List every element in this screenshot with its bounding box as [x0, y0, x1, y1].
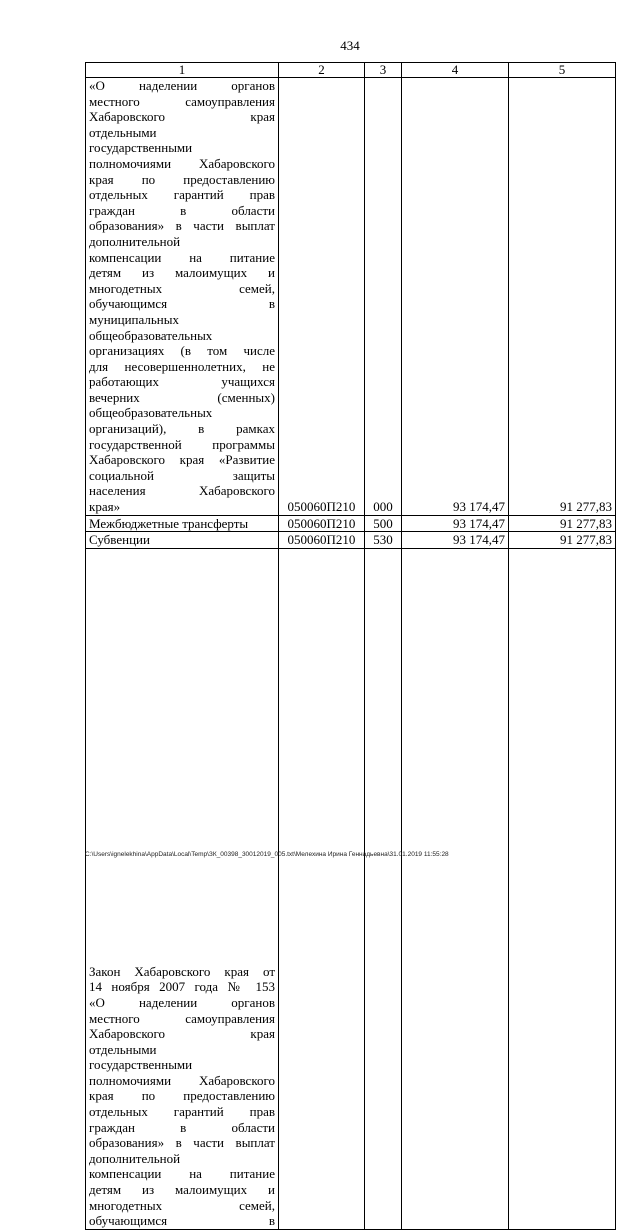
description-line: полномочиями Хабаровского	[89, 155, 275, 171]
description-line: компенсации на питание	[89, 1166, 275, 1182]
description-line: «О наделении органов	[89, 994, 275, 1010]
description-line: местного самоуправления	[89, 1010, 275, 1026]
description-line: обучающимся в	[89, 296, 275, 312]
page-number: 434	[340, 38, 360, 53]
column-header-5: 5	[509, 63, 616, 78]
description-line: организациях (в том числе	[89, 343, 275, 359]
description-line: компенсации на питание	[89, 249, 275, 265]
description-line: многодетных семей,	[89, 1197, 275, 1213]
description-line: общеобразовательных	[89, 405, 213, 421]
description-line: края»	[89, 499, 121, 515]
row-amount-1: 93 174,47	[402, 532, 509, 549]
table-header-row	[86, 63, 616, 78]
description-line: образования» в части выплат	[89, 218, 275, 234]
row-amount-2	[509, 548, 616, 1229]
description-line: отдельными	[89, 1041, 157, 1057]
row-type: 000	[365, 78, 402, 516]
description-line: граждан в области	[89, 1119, 275, 1135]
row-amount-2: 91 277,83	[509, 78, 616, 516]
row-type	[365, 548, 402, 1229]
description-line: края по предоставлению	[89, 1088, 275, 1104]
description-line: граждан в области	[89, 202, 275, 218]
column-header-4: 4	[402, 63, 509, 78]
column-header-1: 1	[86, 63, 279, 78]
row-amount-1: 93 174,47	[402, 78, 509, 516]
row-amount-2: 91 277,83	[509, 515, 616, 532]
description-line: дополнительной	[89, 1150, 181, 1166]
description-line: государственными	[89, 140, 193, 156]
row-description	[86, 548, 279, 1229]
description-line: государственными	[89, 1057, 193, 1073]
row-amount-1	[402, 548, 509, 1229]
description-line: Хабаровского края «Развитие	[89, 452, 275, 468]
description-line: работающих учащихся	[89, 374, 275, 390]
description-line: 14 ноября 2007 года № 153	[89, 979, 275, 995]
row-code: 050060П210	[279, 532, 365, 549]
row-description: Субвенции	[86, 532, 279, 549]
description-line: образования» в части выплат	[89, 1135, 275, 1151]
table-row	[86, 78, 616, 516]
description-line: многодетных семей,	[89, 280, 275, 296]
description-line: отдельными	[89, 124, 157, 140]
description-line: населения Хабаровского	[89, 483, 275, 499]
row-code: 050060П210	[279, 515, 365, 532]
description-line: организаций), в рамках	[89, 421, 275, 437]
description-line: Закон Хабаровского края от	[89, 963, 275, 979]
description-line: отдельных гарантий прав	[89, 187, 275, 203]
description-line: дополнительной	[89, 233, 181, 249]
table-row	[86, 548, 616, 1229]
file-path-footer: C:\Users\ignelekhina\AppData\Local\Temp\ЗК_00398_30012019_005.txt\Мелехина Ирина Геннадьевна\31.01.2019 11:55:28	[85, 851, 449, 858]
row-amount-2: 91 277,83	[509, 532, 616, 549]
row-type: 500	[365, 515, 402, 532]
table-row	[86, 532, 616, 549]
row-code	[279, 548, 365, 1229]
description-line: края по предоставлению	[89, 171, 275, 187]
column-header-2: 2	[279, 63, 365, 78]
description-line: вечерних (сменных)	[89, 389, 275, 405]
description-line: полномочиями Хабаровского	[89, 1072, 275, 1088]
table-row	[86, 515, 616, 532]
description-line: социальной защиты	[89, 467, 275, 483]
description-line: муниципальных	[89, 311, 180, 327]
budget-table	[85, 62, 616, 1230]
description-line: «О наделении органов	[89, 78, 275, 93]
row-code: 050060П210	[279, 78, 365, 516]
description-line: общеобразовательных	[89, 327, 213, 343]
description-line: Хабаровского края	[89, 1026, 275, 1042]
row-description	[86, 78, 279, 516]
description-line: Хабаровского края	[89, 109, 275, 125]
row-amount-1: 93 174,47	[402, 515, 509, 532]
description-line: детям из малоимущих и	[89, 1182, 275, 1198]
description-line: государственной программы	[89, 436, 275, 452]
column-header-3: 3	[365, 63, 402, 78]
description-line: детям из малоимущих и	[89, 265, 275, 281]
description-line: отдельных гарантий прав	[89, 1104, 275, 1120]
description-line: местного самоуправления	[89, 93, 275, 109]
description-line: обучающимся в	[89, 1213, 275, 1229]
row-type: 530	[365, 532, 402, 549]
description-line: для несовершеннолетних, не	[89, 358, 275, 374]
row-description: Межбюджетные трансферты	[86, 515, 279, 532]
